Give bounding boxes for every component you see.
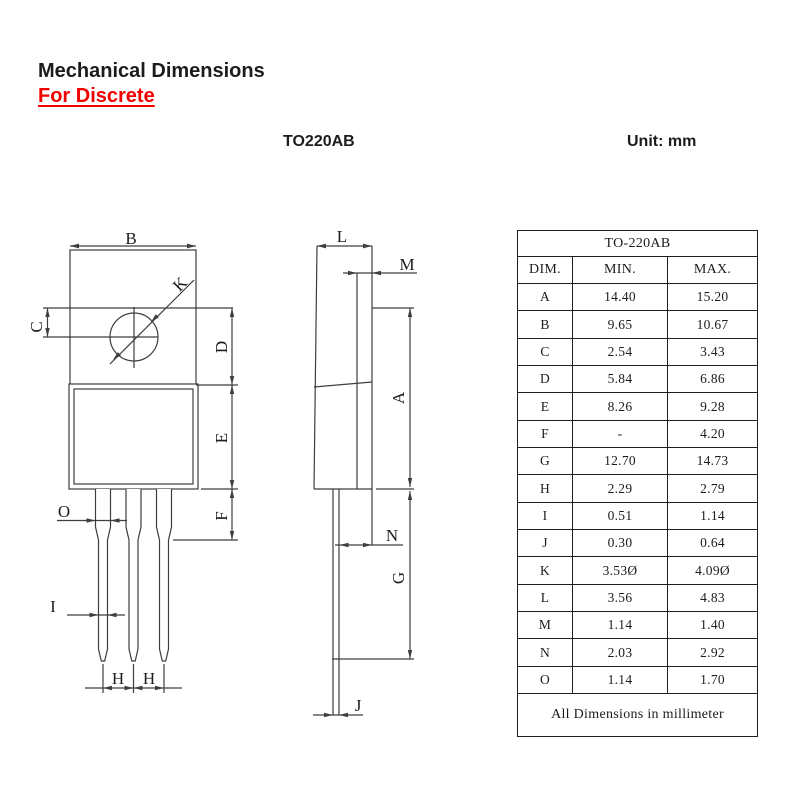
cell-max: 10.67	[668, 311, 758, 338]
cell-min: 1.14	[573, 612, 668, 639]
dim-label-f: F	[212, 511, 231, 521]
cell-dim: H	[518, 475, 573, 502]
cell-max: 9.28	[668, 393, 758, 420]
dim-label-m: M	[399, 255, 415, 274]
table-row	[518, 612, 758, 639]
cell-max: 4.20	[668, 420, 758, 447]
column-header-min: MIN.	[573, 257, 668, 284]
cell-dim: M	[518, 612, 573, 639]
leads	[96, 489, 172, 661]
dim-label-n: N	[385, 526, 399, 545]
cell-dim: O	[518, 666, 573, 693]
cell-max: 3.43	[668, 338, 758, 365]
cell-min: 8.26	[573, 393, 668, 420]
cell-min: 14.40	[573, 284, 668, 311]
body-outline-outer	[69, 384, 198, 489]
cell-max: 2.92	[668, 639, 758, 666]
dim-label-a: A	[389, 391, 408, 405]
table-title: TO-220AB	[518, 231, 758, 257]
column-header-dim: DIM.	[518, 257, 573, 284]
table-row	[518, 393, 758, 420]
cell-dim: A	[518, 284, 573, 311]
cell-min: 5.84	[573, 366, 668, 393]
cell-dim: E	[518, 393, 573, 420]
table-row	[518, 475, 758, 502]
dim-label-o: O	[57, 502, 71, 521]
column-header-max: MAX.	[668, 257, 758, 284]
cell-min: 2.54	[573, 338, 668, 365]
cell-min: 2.03	[573, 639, 668, 666]
cell-min: 0.30	[573, 530, 668, 557]
table-row	[518, 530, 758, 557]
cell-dim: D	[518, 366, 573, 393]
cell-dim: B	[518, 311, 573, 338]
cell-max: 4.09Ø	[668, 557, 758, 584]
cell-dim: L	[518, 584, 573, 611]
table-row	[518, 366, 758, 393]
cell-dim: G	[518, 448, 573, 475]
dim-label-e: E	[212, 432, 231, 444]
dimensions-table	[517, 230, 758, 737]
dim-label-b: B	[125, 229, 137, 248]
side-mold-line	[314, 382, 372, 387]
front-view	[27, 229, 238, 693]
table-row	[518, 311, 758, 338]
table-row	[518, 284, 758, 311]
table-row	[518, 502, 758, 529]
page-subtitle: For Discrete	[38, 85, 155, 107]
side-left-edge	[314, 246, 317, 489]
dim-label-i: I	[50, 597, 56, 616]
cell-dim: J	[518, 530, 573, 557]
side-view	[313, 227, 417, 717]
cell-dim: N	[518, 639, 573, 666]
cell-max: 2.79	[668, 475, 758, 502]
dim-label-g: G	[389, 571, 408, 585]
cell-max: 1.70	[668, 666, 758, 693]
dim-label-l: L	[336, 227, 348, 246]
cell-dim: F	[518, 420, 573, 447]
dim-label-j: J	[354, 696, 362, 715]
cell-min: 1.14	[573, 666, 668, 693]
dim-label-c: C	[27, 321, 46, 333]
cell-min: 12.70	[573, 448, 668, 475]
table-row	[518, 338, 758, 365]
page-title: Mechanical Dimensions	[38, 60, 265, 82]
table-row	[518, 584, 758, 611]
unit-label: Unit: mm	[627, 133, 697, 150]
dim-table-body	[518, 284, 758, 694]
cell-min: 3.53Ø	[573, 557, 668, 584]
cell-max: 1.40	[668, 612, 758, 639]
dim-label-d: D	[212, 340, 231, 354]
cell-min: 9.65	[573, 311, 668, 338]
cell-max: 6.86	[668, 366, 758, 393]
cell-min: -	[573, 420, 668, 447]
table-row	[518, 557, 758, 584]
cell-min: 2.29	[573, 475, 668, 502]
table-row	[518, 666, 758, 693]
table-row	[518, 639, 758, 666]
cell-dim: K	[518, 557, 573, 584]
table-row	[518, 448, 758, 475]
cell-max: 1.14	[668, 502, 758, 529]
dim-label-h1: H	[111, 669, 125, 688]
cell-min: 3.56	[573, 584, 668, 611]
table-footer: All Dimensions in millimeter	[518, 694, 758, 737]
dim-label-k: K	[169, 273, 192, 296]
package-name: TO220AB	[283, 133, 355, 150]
cell-max: 0.64	[668, 530, 758, 557]
cell-max: 14.73	[668, 448, 758, 475]
cell-max: 4.83	[668, 584, 758, 611]
cell-dim: C	[518, 338, 573, 365]
cell-max: 15.20	[668, 284, 758, 311]
table-row	[518, 420, 758, 447]
cell-dim: I	[518, 502, 573, 529]
dim-label-h2: H	[142, 669, 156, 688]
cell-min: 0.51	[573, 502, 668, 529]
